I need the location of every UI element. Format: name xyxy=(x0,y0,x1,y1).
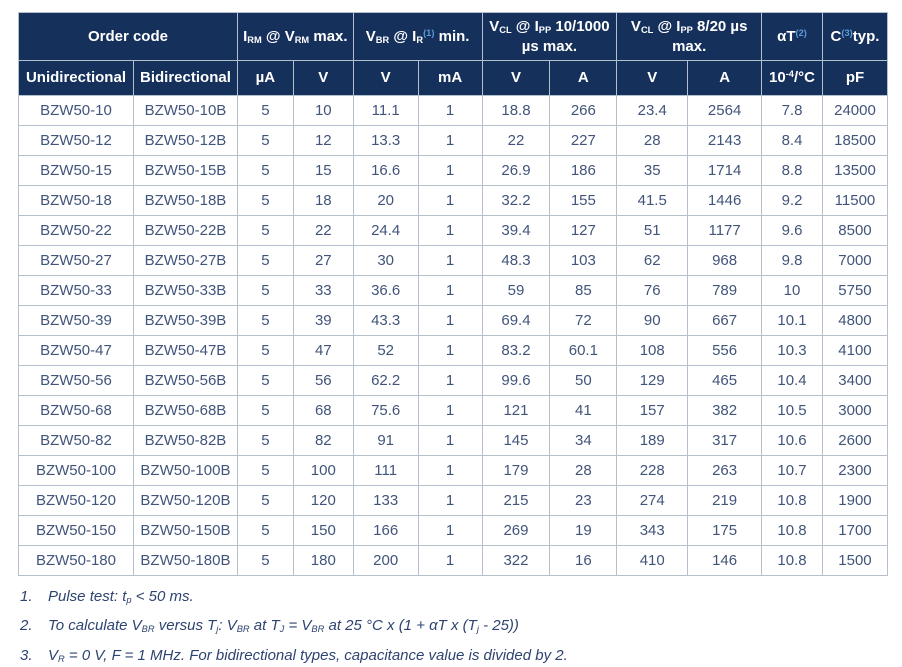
cell-value: 10.8 xyxy=(762,516,823,546)
cell-value: 5 xyxy=(237,246,293,276)
cell-unidirectional-part: BZW50-82 xyxy=(19,426,134,456)
cell-value: 1 xyxy=(418,486,482,516)
cell-value: 22 xyxy=(293,216,353,246)
footnotes xyxy=(18,587,888,666)
cell-value: 556 xyxy=(688,336,762,366)
column-header: V xyxy=(353,61,418,96)
cell-value: 2564 xyxy=(688,96,762,126)
cell-value: 51 xyxy=(617,216,688,246)
cell-unidirectional-part: BZW50-18 xyxy=(19,186,134,216)
cell-bidirectional-part: BZW50-10B xyxy=(133,96,237,126)
cell-value: 32.2 xyxy=(482,186,550,216)
cell-unidirectional-part: BZW50-180 xyxy=(19,546,134,576)
cell-value: 75.6 xyxy=(353,396,418,426)
cell-value: 48.3 xyxy=(482,246,550,276)
cell-value: 269 xyxy=(482,516,550,546)
group-header-row xyxy=(19,13,888,61)
cell-value: 1 xyxy=(418,156,482,186)
cell-value: 5 xyxy=(237,126,293,156)
table-row xyxy=(19,126,888,156)
column-header: mA xyxy=(418,61,482,96)
cell-value: 52 xyxy=(353,336,418,366)
cell-value: 1446 xyxy=(688,186,762,216)
cell-value: 145 xyxy=(482,426,550,456)
cell-value: 68 xyxy=(293,396,353,426)
cell-value: 2143 xyxy=(688,126,762,156)
cell-value: 10.4 xyxy=(762,366,823,396)
cell-value: 18500 xyxy=(822,126,887,156)
cell-value: 10.7 xyxy=(762,456,823,486)
column-header: Bidirectional xyxy=(133,61,237,96)
cell-value: 1714 xyxy=(688,156,762,186)
footnote-text: To calculate $V_{BR}$ versus $T_j$: $V_{BR}$ at $T_J = V_{BR}$ at 25 °C x (1 + αT x $(T_j - 25)$) xyxy=(48,617,519,635)
cell-value: 33 xyxy=(293,276,353,306)
cell-value: 382 xyxy=(688,396,762,426)
cell-value: 789 xyxy=(688,276,762,306)
cell-value: 2300 xyxy=(822,456,887,486)
cell-value: 13.3 xyxy=(353,126,418,156)
cell-value: 10.8 xyxy=(762,546,823,576)
cell-bidirectional-part: BZW50-68B xyxy=(133,396,237,426)
cell-value: 5 xyxy=(237,96,293,126)
footnote xyxy=(20,616,888,636)
column-header: A xyxy=(688,61,762,96)
cell-value: 22 xyxy=(482,126,550,156)
cell-value: 155 xyxy=(550,186,617,216)
cell-value: 1177 xyxy=(688,216,762,246)
cell-value: 9.2 xyxy=(762,186,823,216)
footnote xyxy=(20,587,888,607)
cell-value: 26.9 xyxy=(482,156,550,186)
table-row xyxy=(19,366,888,396)
cell-value: 1 xyxy=(418,516,482,546)
cell-value: 5 xyxy=(237,216,293,246)
electrical-characteristics-table xyxy=(18,12,888,576)
cell-bidirectional-part: BZW50-33B xyxy=(133,276,237,306)
cell-value: 39.4 xyxy=(482,216,550,246)
cell-unidirectional-part: BZW50-100 xyxy=(19,456,134,486)
cell-value: 16.6 xyxy=(353,156,418,186)
footnote-number: 3. xyxy=(20,646,33,664)
footnote xyxy=(20,646,888,666)
cell-value: 200 xyxy=(353,546,418,576)
cell-bidirectional-part: BZW50-150B xyxy=(133,516,237,546)
cell-bidirectional-part: BZW50-47B xyxy=(133,336,237,366)
cell-value: 219 xyxy=(688,486,762,516)
cell-value: 5 xyxy=(237,186,293,216)
cell-value: 1 xyxy=(418,336,482,366)
cell-bidirectional-part: BZW50-82B xyxy=(133,426,237,456)
cell-value: 5 xyxy=(237,546,293,576)
footnote-text: Pulse test: $t_p < 50$ ms. xyxy=(48,588,194,606)
cell-value: 56 xyxy=(293,366,353,396)
cell-unidirectional-part: BZW50-120 xyxy=(19,486,134,516)
cell-value: 146 xyxy=(688,546,762,576)
cell-value: 667 xyxy=(688,306,762,336)
cell-value: 968 xyxy=(688,246,762,276)
cell-bidirectional-part: BZW50-18B xyxy=(133,186,237,216)
cell-value: 103 xyxy=(550,246,617,276)
cell-unidirectional-part: BZW50-10 xyxy=(19,96,134,126)
cell-value: 16 xyxy=(550,546,617,576)
cell-value: 343 xyxy=(617,516,688,546)
cell-value: 8.4 xyxy=(762,126,823,156)
cell-value: 1 xyxy=(418,426,482,456)
cell-value: 10.1 xyxy=(762,306,823,336)
cell-value: 9.6 xyxy=(762,216,823,246)
cell-value: 2600 xyxy=(822,426,887,456)
cell-value: 322 xyxy=(482,546,550,576)
table-row xyxy=(19,426,888,456)
cell-value: 120 xyxy=(293,486,353,516)
cell-value: 127 xyxy=(550,216,617,246)
cell-value: 62 xyxy=(617,246,688,276)
cell-bidirectional-part: BZW50-27B xyxy=(133,246,237,276)
cell-value: 41.5 xyxy=(617,186,688,216)
cell-value: 10 xyxy=(762,276,823,306)
cell-value: 5 xyxy=(237,426,293,456)
sub-header-row xyxy=(19,61,888,96)
cell-value: 11500 xyxy=(822,186,887,216)
cell-value: 10.5 xyxy=(762,396,823,426)
cell-value: 50 xyxy=(550,366,617,396)
cell-bidirectional-part: BZW50-12B xyxy=(133,126,237,156)
table-row xyxy=(19,276,888,306)
cell-value: 7.8 xyxy=(762,96,823,126)
footnote-number: 2. xyxy=(20,617,33,635)
cell-value: 5 xyxy=(237,366,293,396)
cell-value: 180 xyxy=(293,546,353,576)
table-row xyxy=(19,186,888,216)
cell-value: 27 xyxy=(293,246,353,276)
cell-value: 10 xyxy=(293,96,353,126)
cell-value: 274 xyxy=(617,486,688,516)
cell-value: 7000 xyxy=(822,246,887,276)
cell-value: 15 xyxy=(293,156,353,186)
cell-value: 111 xyxy=(353,456,418,486)
cell-value: 189 xyxy=(617,426,688,456)
column-header: pF xyxy=(822,61,887,96)
cell-value: 157 xyxy=(617,396,688,426)
cell-value: 10.8 xyxy=(762,486,823,516)
table-row xyxy=(19,516,888,546)
cell-value: 20 xyxy=(353,186,418,216)
column-header: A xyxy=(550,61,617,96)
cell-bidirectional-part: BZW50-39B xyxy=(133,306,237,336)
table-row xyxy=(19,486,888,516)
cell-value: 1 xyxy=(418,216,482,246)
cell-value: 166 xyxy=(353,516,418,546)
cell-value: 8500 xyxy=(822,216,887,246)
cell-value: 5 xyxy=(237,456,293,486)
table-row xyxy=(19,546,888,576)
table-header xyxy=(19,13,888,96)
cell-value: 12 xyxy=(293,126,353,156)
cell-value: 4800 xyxy=(822,306,887,336)
cell-value: 121 xyxy=(482,396,550,426)
cell-value: 5 xyxy=(237,396,293,426)
cell-value: 266 xyxy=(550,96,617,126)
cell-unidirectional-part: BZW50-15 xyxy=(19,156,134,186)
cell-value: 91 xyxy=(353,426,418,456)
column-group-header: $C^{(3)}typ$. xyxy=(822,13,887,61)
cell-value: 83.2 xyxy=(482,336,550,366)
cell-value: 5 xyxy=(237,486,293,516)
cell-value: 1 xyxy=(418,306,482,336)
cell-value: 99.6 xyxy=(482,366,550,396)
cell-value: 133 xyxy=(353,486,418,516)
table-row xyxy=(19,456,888,486)
cell-value: 10.6 xyxy=(762,426,823,456)
cell-value: 263 xyxy=(688,456,762,486)
cell-unidirectional-part: BZW50-12 xyxy=(19,126,134,156)
cell-unidirectional-part: BZW50-22 xyxy=(19,216,134,246)
cell-value: 82 xyxy=(293,426,353,456)
cell-value: 10.3 xyxy=(762,336,823,366)
cell-value: 1 xyxy=(418,246,482,276)
table-row xyxy=(19,156,888,186)
footnote-text: $V_R = 0$ V, F = 1 MHz. For bidirectional types, capacitance value is divided by 2. xyxy=(48,646,568,664)
column-group-header: $V_{CL}$ @ $I_{PP}$ 10/1000 µs max. xyxy=(482,13,617,61)
cell-value: 1 xyxy=(418,366,482,396)
cell-value: 1 xyxy=(418,186,482,216)
cell-value: 5 xyxy=(237,516,293,546)
cell-value: 5750 xyxy=(822,276,887,306)
cell-value: 39 xyxy=(293,306,353,336)
cell-value: 1 xyxy=(418,456,482,486)
cell-value: 19 xyxy=(550,516,617,546)
table-row xyxy=(19,96,888,126)
cell-value: 108 xyxy=(617,336,688,366)
cell-value: 69.4 xyxy=(482,306,550,336)
column-header: $10^{-4}/^\circ C$ xyxy=(762,61,823,96)
cell-value: 18 xyxy=(293,186,353,216)
cell-value: 175 xyxy=(688,516,762,546)
cell-bidirectional-part: BZW50-56B xyxy=(133,366,237,396)
cell-value: 1 xyxy=(418,276,482,306)
cell-value: 30 xyxy=(353,246,418,276)
cell-value: 85 xyxy=(550,276,617,306)
table-row xyxy=(19,246,888,276)
cell-value: 23.4 xyxy=(617,96,688,126)
cell-unidirectional-part: BZW50-68 xyxy=(19,396,134,426)
column-group-header: $V_{BR}$ @ $I_R^{(1)}$ min. xyxy=(353,13,482,61)
cell-value: 43.3 xyxy=(353,306,418,336)
cell-value: 9.8 xyxy=(762,246,823,276)
footnote-number: 1. xyxy=(20,588,33,605)
cell-unidirectional-part: BZW50-56 xyxy=(19,366,134,396)
cell-value: 1 xyxy=(418,546,482,576)
cell-value: 24.4 xyxy=(353,216,418,246)
cell-value: 5 xyxy=(237,336,293,366)
cell-value: 5 xyxy=(237,156,293,186)
cell-unidirectional-part: BZW50-150 xyxy=(19,516,134,546)
cell-value: 23 xyxy=(550,486,617,516)
cell-value: 76 xyxy=(617,276,688,306)
cell-value: 317 xyxy=(688,426,762,456)
cell-value: 5 xyxy=(237,306,293,336)
cell-value: 28 xyxy=(617,126,688,156)
cell-value: 1 xyxy=(418,126,482,156)
cell-value: 179 xyxy=(482,456,550,486)
cell-value: 4100 xyxy=(822,336,887,366)
cell-unidirectional-part: BZW50-39 xyxy=(19,306,134,336)
cell-value: 1500 xyxy=(822,546,887,576)
cell-value: 72 xyxy=(550,306,617,336)
column-header: V xyxy=(482,61,550,96)
cell-value: 3000 xyxy=(822,396,887,426)
cell-value: 228 xyxy=(617,456,688,486)
column-group-header: $\alpha T^{(2)}$ xyxy=(762,13,823,61)
cell-value: 13500 xyxy=(822,156,887,186)
cell-value: 41 xyxy=(550,396,617,426)
cell-unidirectional-part: BZW50-27 xyxy=(19,246,134,276)
column-header: V xyxy=(293,61,353,96)
column-header: V xyxy=(617,61,688,96)
column-header: Unidirectional xyxy=(19,61,134,96)
cell-value: 100 xyxy=(293,456,353,486)
cell-value: 129 xyxy=(617,366,688,396)
cell-value: 186 xyxy=(550,156,617,186)
cell-value: 59 xyxy=(482,276,550,306)
cell-value: 150 xyxy=(293,516,353,546)
cell-value: 60.1 xyxy=(550,336,617,366)
cell-value: 1900 xyxy=(822,486,887,516)
cell-value: 8.8 xyxy=(762,156,823,186)
cell-value: 410 xyxy=(617,546,688,576)
cell-value: 24000 xyxy=(822,96,887,126)
table-row xyxy=(19,396,888,426)
cell-value: 227 xyxy=(550,126,617,156)
cell-value: 465 xyxy=(688,366,762,396)
cell-bidirectional-part: BZW50-22B xyxy=(133,216,237,246)
column-header: µA xyxy=(237,61,293,96)
cell-bidirectional-part: BZW50-100B xyxy=(133,456,237,486)
cell-unidirectional-part: BZW50-47 xyxy=(19,336,134,366)
table-body xyxy=(19,96,888,576)
table-row xyxy=(19,216,888,246)
cell-value: 215 xyxy=(482,486,550,516)
cell-value: 34 xyxy=(550,426,617,456)
table-row xyxy=(19,306,888,336)
table-row xyxy=(19,336,888,366)
cell-value: 35 xyxy=(617,156,688,186)
cell-bidirectional-part: BZW50-180B xyxy=(133,546,237,576)
cell-unidirectional-part: BZW50-33 xyxy=(19,276,134,306)
cell-value: 1 xyxy=(418,396,482,426)
cell-value: 36.6 xyxy=(353,276,418,306)
cell-value: 47 xyxy=(293,336,353,366)
column-group-header: $V_{CL}$ @ $I_{PP}$ 8/20 µs max. xyxy=(617,13,762,61)
cell-bidirectional-part: BZW50-15B xyxy=(133,156,237,186)
cell-value: 90 xyxy=(617,306,688,336)
cell-value: 1700 xyxy=(822,516,887,546)
cell-value: 18.8 xyxy=(482,96,550,126)
column-group-header: $I_{RM}$ @ $V_{RM}$ max. xyxy=(237,13,353,61)
cell-value: 5 xyxy=(237,276,293,306)
cell-value: 1 xyxy=(418,96,482,126)
cell-value: 28 xyxy=(550,456,617,486)
cell-bidirectional-part: BZW50-120B xyxy=(133,486,237,516)
cell-value: 62.2 xyxy=(353,366,418,396)
cell-value: 11.1 xyxy=(353,96,418,126)
cell-value: 3400 xyxy=(822,366,887,396)
column-group-header: Order code xyxy=(19,13,238,61)
